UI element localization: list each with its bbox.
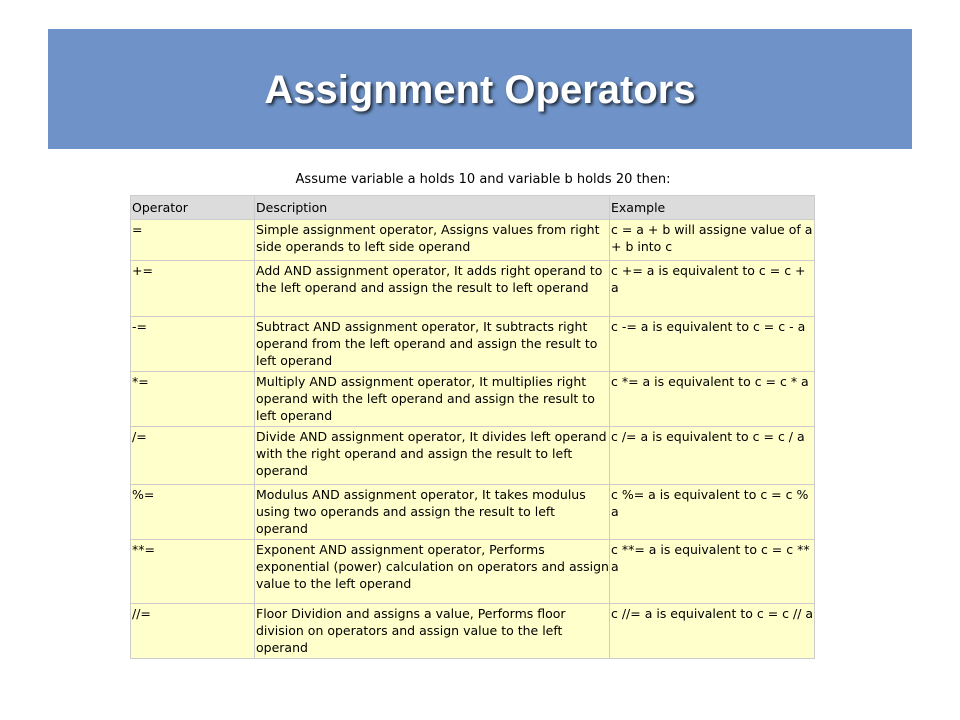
- assignment-operators-table: [130, 195, 815, 659]
- table-row: [131, 604, 815, 659]
- table-row: [131, 317, 815, 372]
- example-cell: c %= a is equivalent to c = c % a: [610, 485, 815, 540]
- description-cell: Subtract AND assignment operator, It subtracts right operand from the left operand and assign the result to left operand: [255, 317, 610, 372]
- operator-cell: -=: [131, 317, 255, 372]
- description-cell: Modulus AND assignment operator, It takes modulus using two operands and assign the result to left operand: [255, 485, 610, 540]
- example-cell: c += a is equivalent to c = c + a: [610, 261, 815, 317]
- header-example: Example: [610, 196, 815, 220]
- intro-text: Assume variable a holds 10 and variable b holds 20 then:: [295, 172, 671, 187]
- example-cell: c **= a is equivalent to c = c ** a: [610, 540, 815, 604]
- operator-cell: +=: [131, 261, 255, 317]
- example-cell: c //= a is equivalent to c = c // a: [610, 604, 815, 659]
- operator-cell: %=: [131, 485, 255, 540]
- slide-title: Assignment Operators: [264, 68, 696, 112]
- table-row: [131, 220, 815, 261]
- operator-cell: **=: [131, 540, 255, 604]
- description-cell: Add AND assignment operator, It adds right operand to the left operand and assign the result to left operand: [255, 261, 610, 317]
- table-row: [131, 261, 815, 317]
- example-cell: c /= a is equivalent to c = c / a: [610, 427, 815, 485]
- header-operator: Operator: [131, 196, 255, 220]
- description-cell: Divide AND assignment operator, It divides left operand with the right operand and assign the result to left operand: [255, 427, 610, 485]
- table-row: [131, 372, 815, 427]
- table-row: [131, 540, 815, 604]
- table-header-row: [131, 196, 815, 220]
- table-row: [131, 427, 815, 485]
- example-cell: c *= a is equivalent to c = c * a: [610, 372, 815, 427]
- operator-cell: /=: [131, 427, 255, 485]
- operator-cell: =: [131, 220, 255, 261]
- description-cell: Exponent AND assignment operator, Performs exponential (power) calculation on operators and assign value to the left operand: [255, 540, 610, 604]
- example-cell: c = a + b will assigne value of a + b into c: [610, 220, 815, 261]
- description-cell: Floor Dividion and assigns a value, Performs floor division on operators and assign value to the left operand: [255, 604, 610, 659]
- header-description: Description: [255, 196, 610, 220]
- example-cell: c -= a is equivalent to c = c - a: [610, 317, 815, 372]
- operator-cell: //=: [131, 604, 255, 659]
- operator-cell: *=: [131, 372, 255, 427]
- description-cell: Simple assignment operator, Assigns values from right side operands to left side operand: [255, 220, 610, 261]
- table-row: [131, 485, 815, 540]
- description-cell: Multiply AND assignment operator, It multiplies right operand with the left operand and assign the result to left operand: [255, 372, 610, 427]
